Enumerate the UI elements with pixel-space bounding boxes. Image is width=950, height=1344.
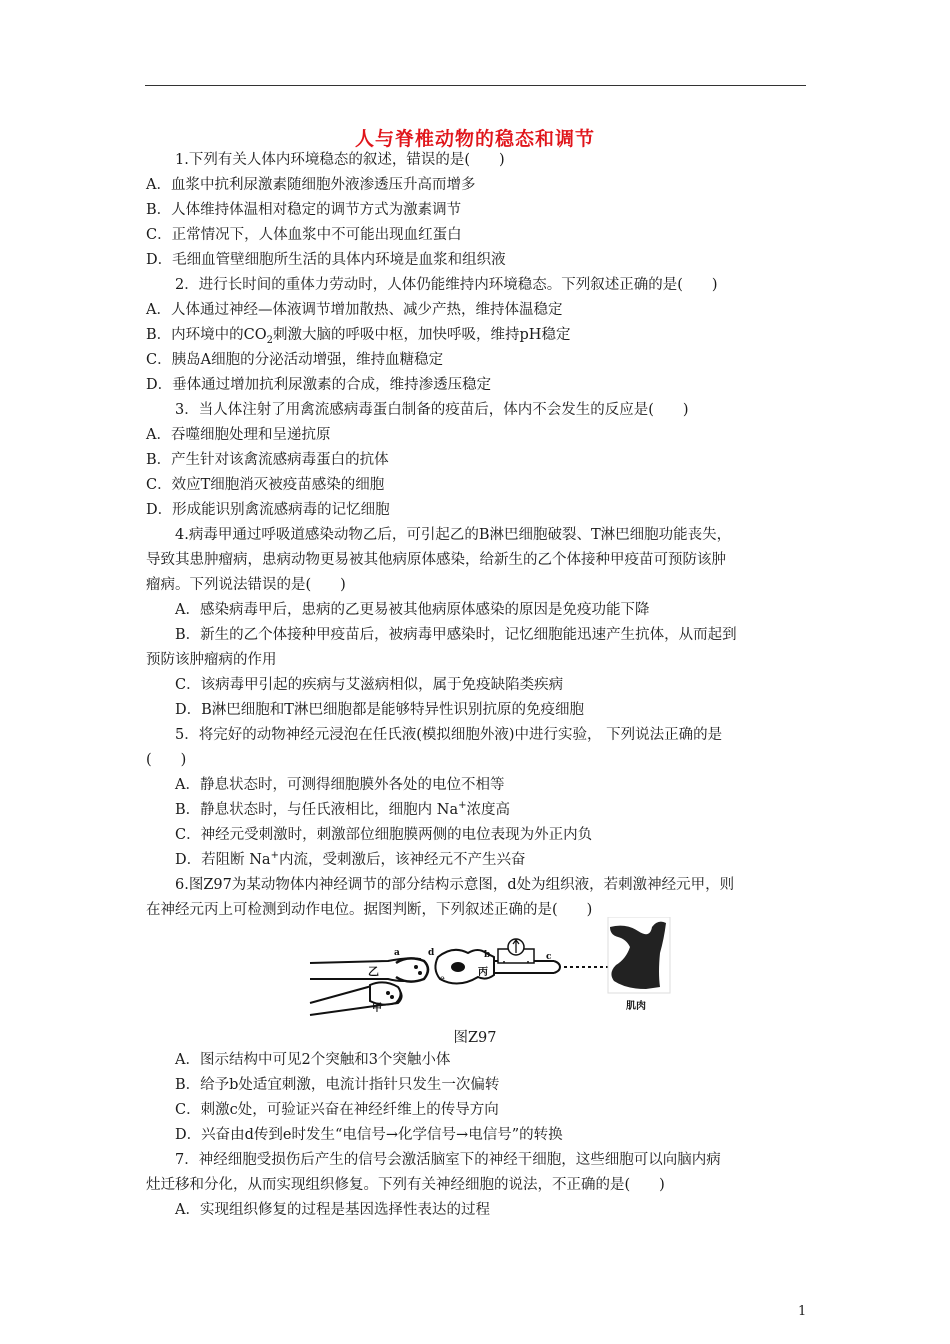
label-jia: 甲 [372, 1003, 382, 1014]
label-e: e [440, 974, 445, 983]
q6-stem-line-2: 在神经元丙上可检测到动作电位。据图判断，下列叙述正确的是( ) [146, 902, 593, 918]
q3-option-c: C．效应T细胞消灭被疫苗感染的细胞 [146, 477, 385, 493]
q5-stem-line-2: ( ) [146, 752, 187, 768]
q1-stem: 1.下列有关人体内环境稳态的叙述，错误的是( ) [175, 152, 505, 168]
q1-option-b: B．人体维持体温相对稳定的调节方式为激素调节 [146, 202, 462, 218]
q6-option-c: C．刺激c处，可验证兴奋在神经纤维上的传导方向 [175, 1102, 499, 1118]
q6-option-d: D．兴奋由d传到e时发生“电信号→化学信号→电信号”的转换 [175, 1127, 563, 1143]
q3-stem: 3．当人体注射了用禽流感病毒蛋白制备的疫苗后，体内不会发生的反应是( ) [175, 402, 689, 418]
q3-option-d: D．形成能识别禽流感病毒的记忆细胞 [146, 502, 390, 518]
q3-option-a: A．吞噬细胞处理和呈递抗原 [146, 427, 331, 443]
label-bing: 丙 [478, 967, 488, 978]
q5-option-d [175, 851, 525, 869]
synaptic-knob-a [396, 958, 428, 981]
q2-stem: 2．进行长时间的重体力劳动时，人体仍能维持内环境稳态。下列叙述正确的是( ) [175, 277, 718, 293]
q4-option-d: D．B淋巴细胞和T淋巴细胞都是能够特异性识别抗原的免疫细胞 [175, 702, 584, 718]
q2-option-b-text-1: B．内环境中的CO [146, 327, 267, 343]
label-b: b [484, 950, 491, 960]
q2-option-d: D．垂体通过增加抗利尿激素的合成，维持渗透压稳定 [146, 377, 492, 393]
q5-stem-line-1: 5．将完好的动物神经元浸泡在任氏液(模拟细胞外液)中进行实验， 下列说法正确的是 [175, 727, 723, 743]
q7-option-a: A．实现组织修复的过程是基因选择性表达的过程 [175, 1202, 490, 1218]
synaptic-knob-jia [370, 982, 401, 1004]
q4-option-c: C．该病毒甲引起的疾病与艾滋病相似，属于免疫缺陷类疾病 [175, 677, 564, 693]
q2-option-b-subscript: 2 [266, 334, 274, 346]
q5-option-b-text-1: B．静息状态时，与任氏液相比，细胞内 Na [175, 802, 459, 818]
q1-option-d: D．毛细血管壁细胞所生活的具体内环境是血浆和组织液 [146, 252, 506, 268]
q6-option-a: A．图示结构中可见2个突触和3个突触小体 [175, 1052, 451, 1068]
q4-option-b-line-2: 预防该肿瘤病的作用 [146, 652, 277, 668]
q2-option-c: C．胰岛A细胞的分泌活动增强，维持血糖稳定 [146, 352, 444, 368]
q2-option-a: A．人体通过神经—体液调节增加散热、减少产热，维持体温稳定 [146, 302, 563, 318]
q5-option-a: A．静息状态时，可测得细胞膜外各处的电位不相等 [175, 777, 505, 793]
q7-stem-line-1: 7．神经细胞受损伤后产生的信号会激活脑室下的神经干细胞，这些细胞可以向脑内病 [175, 1152, 721, 1168]
q2-option-b-text-2: 刺激大脑的呼吸中枢，加快呼吸，维持pH稳定 [273, 327, 571, 343]
q5-option-b-superscript: + [458, 800, 467, 812]
label-a: a [394, 948, 400, 958]
neural-structure-diagram [308, 917, 678, 1017]
page-title: 人与脊椎动物的稳态和调节 [354, 128, 595, 150]
q7-stem-line-2: 灶迁移和分化，从而实现组织修复。下列有关神经细胞的说法，不正确的是( ) [146, 1177, 665, 1193]
q1-option-a: A．血浆中抗利尿激素随细胞外液渗透压升高而增多 [146, 177, 476, 193]
label-d: d [428, 948, 435, 958]
q5-option-d-superscript: + [270, 850, 279, 862]
figure-caption: 图Z97 [453, 1030, 497, 1046]
q2-option-b [146, 326, 570, 344]
q4-stem-line-2: 导致其患肿瘤病，患病动物更易被其他病原体感染，给新生的乙个体接种甲疫苗可预防该肿 [146, 552, 726, 568]
q6-stem-line-1: 6.图Z97为某动物体内神经调节的部分结构示意图，d处为组织液，若刺激神经元甲，则 [175, 877, 735, 893]
page-number: 1 [798, 1304, 807, 1319]
label-c: c [546, 952, 552, 962]
q5-option-d-text-1: D．若阻断 Na [175, 852, 271, 868]
q1-option-c: C．正常情况下，人体血浆中不可能出现血红蛋白 [146, 227, 462, 243]
q4-stem-line-1: 4.病毒甲通过呼吸道感染动物乙后，可引起乙的B淋巴细胞破裂、T淋巴细胞功能丧失， [175, 527, 732, 543]
q4-option-a: A．感染病毒甲后，患病的乙更易被其他病原体感染的原因是免疫功能下降 [175, 602, 650, 618]
q4-option-b-line-1: B．新生的乙个体接种甲疫苗后，被病毒甲感染时，记忆细胞能迅速产生抗体，从而起到 [175, 627, 737, 643]
label-yi: 乙 [368, 965, 379, 978]
muscle-arm [610, 922, 666, 989]
q5-option-b-text-2: 浓度高 [466, 802, 510, 818]
q6-option-b: B．给予b处适宜刺激，电流计指针只发生一次偏转 [175, 1077, 500, 1093]
label-muscle: 肌肉 [626, 1001, 646, 1012]
q4-stem-line-3: 瘤病。下列说法错误的是( ) [146, 577, 346, 593]
q5-option-c: C．神经元受刺激时，刺激部位细胞膜两侧的电位表现为外正内负 [175, 827, 593, 843]
header-rule [145, 85, 806, 86]
q5-option-b [175, 801, 510, 819]
q5-option-d-text-2: 内流，受刺激后，该神经元不产生兴奋 [278, 852, 526, 868]
q3-option-b: B．产生针对该禽流感病毒蛋白的抗体 [146, 452, 389, 468]
